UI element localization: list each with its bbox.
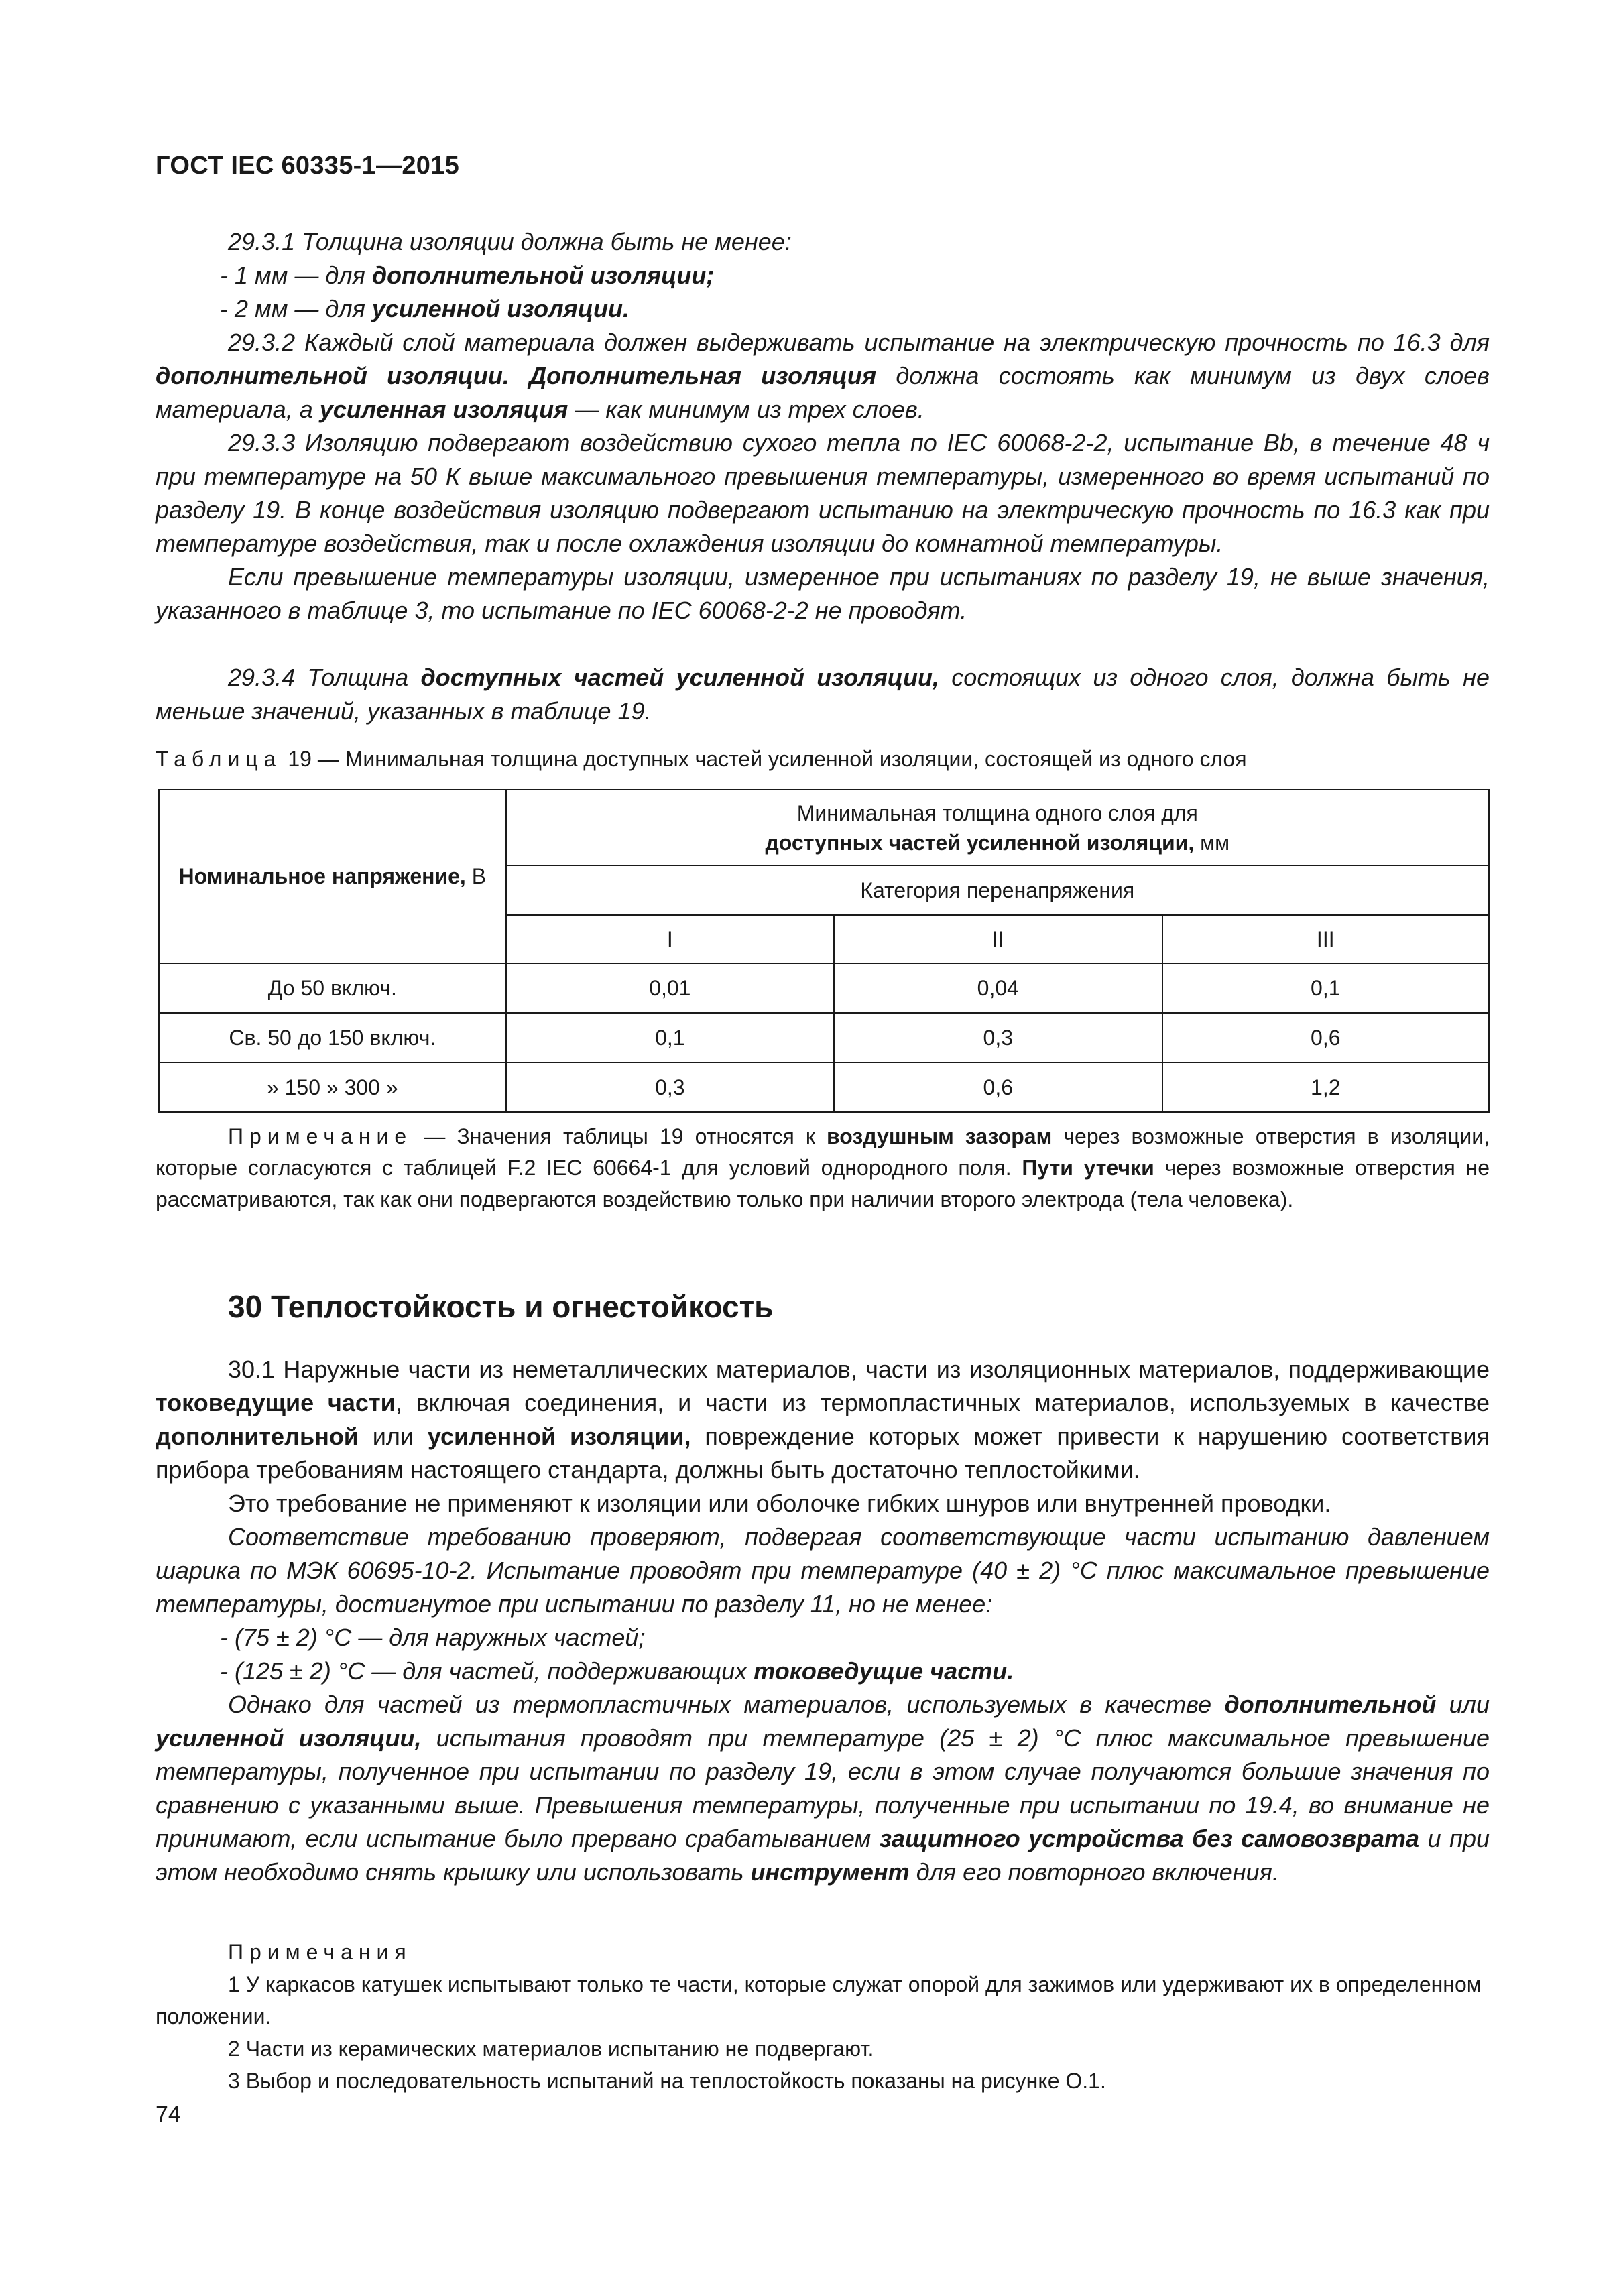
clause-29-3-3 [156, 426, 1490, 627]
note-item-1: 1 У каркасов катушек испытывают только те части, которые служат опорой для зажимов или удерживают их в определенном положении. [156, 1972, 1482, 2029]
clause-29-3-2 [156, 326, 1490, 426]
list-item-text: - 2 мм — для [220, 295, 372, 322]
table-row [159, 1013, 1489, 1063]
column-group-header-term: доступных частей усиленной изоляции, [765, 830, 1195, 855]
cell-value: 0,6 [1162, 1013, 1489, 1063]
cell-voltage: До 50 включ. [159, 963, 506, 1013]
cell-value: 0,1 [1162, 963, 1489, 1013]
text-span: 29.3.2 Каждый слой материала должен выдерживать испытание на электрическую прочность по 16.3 для [228, 328, 1490, 356]
text-span: — как минимум из трех слоев. [568, 396, 924, 423]
table-row [159, 963, 1489, 1013]
text-span: или [358, 1423, 428, 1450]
list-item-125 [156, 1654, 1490, 1688]
clause-30-1-text [156, 1353, 1490, 1487]
table-caption-text: 19 — Минимальная толщина доступных частей усиленной изоляции, состоящей из одного слоя [282, 747, 1247, 771]
term-accessible-parts: доступных частей усиленной изоляции, [420, 664, 940, 691]
cell-value: 0,3 [834, 1013, 1162, 1063]
notes-label-text: Примечания [228, 1940, 412, 1964]
table-note [156, 1121, 1490, 1215]
note-item-2: 2 Части из керамических материалов испытанию не подвергают. [228, 2037, 874, 2061]
column-header-voltage [159, 790, 506, 963]
clause-30-1-exclusion: Это требование не применяют к изоляции или оболочке гибких шнуров или внутренней проводки. [228, 1490, 1331, 1517]
table-caption-label: Таблица [156, 747, 282, 771]
clause-30-1-thermoplastic [156, 1688, 1490, 1889]
clause-30-1-compliance: Соответствие требованию проверяют, подвергая соответствующие части испытанию давлением шарика по МЭК 60695-10-2. Испытание проводят при температуре (40 ± 2) °С плюс максимальное превышение температуры, достигнутое при испытании по разделу 11, но не менее: [156, 1523, 1490, 1618]
column-header-cat-2: II [834, 915, 1162, 963]
term-supplementary: дополнительной [156, 1423, 359, 1450]
term-live-parts: токоведущие части [156, 1389, 396, 1416]
text-span: испытания проводят при температуре (25 ± 2) °С плюс максимальное превышение температуры, полученное при испытании по разделу 19, если в этом случае получаются большие значения по сравнению с указанными выше. Превышения температуры, полученные при испытании по 19.4, во внимание не принимают, если испытание было прервано срабатыванием [156, 1724, 1490, 1852]
cell-value: 0,6 [834, 1063, 1162, 1112]
text-span: и при этом необходимо снять крышку или использовать [156, 1825, 1490, 1886]
column-header-voltage-label: Номинальное напряжение, [178, 864, 466, 888]
page-number: 74 [156, 2102, 181, 2127]
column-group-header-line1: Минимальная толщина одного слоя для [796, 800, 1198, 825]
cell-value: 0,3 [506, 1063, 834, 1112]
column-header-category: Категория перенапряжения [506, 865, 1489, 915]
text-span: Однако для частей из термопластичных материалов, используемых в качестве [228, 1691, 1225, 1718]
cell-value: 0,01 [506, 963, 834, 1013]
table-header-row [159, 790, 1489, 865]
list-item-2mm [156, 292, 1490, 326]
list-item-1mm [156, 259, 1490, 292]
cell-voltage: Св. 50 до 150 включ. [159, 1013, 506, 1063]
notes-label [156, 1936, 1490, 1968]
term-clearances: воздушным зазорам [827, 1124, 1053, 1148]
text-span: 30.1 Наружные части из неметаллических материалов, части из изоляционных материалов, поддерживающие [228, 1355, 1490, 1383]
text-span: или [1436, 1691, 1490, 1718]
text-span: 29.3.4 Толщина [228, 664, 421, 691]
term-creepage: Пути утечки [1022, 1156, 1154, 1180]
note-item-3: 3 Выбор и последовательность испытаний на теплостойкость показаны на рисунке О.1. [228, 2069, 1106, 2093]
term-reinforced-insulation: усиленной изоляции, [427, 1423, 691, 1450]
text-span: - (125 ± 2) °С — для частей, поддерживающих [220, 1657, 754, 1685]
text-span: через возможные отверстия в изоляции, которые согласуются с таблицей F.2 IEC 60664-1 для условий однородного поля. [156, 1124, 1490, 1180]
term-reinforced-insulation: усиленной изоляции, [156, 1724, 422, 1752]
text-span: через возможные отверстия не рассматриваются, так как они подвергаются воздействию только при наличии второго электрода (тела человека). [156, 1156, 1490, 1211]
clause-29-3-4 [156, 661, 1490, 728]
clause-29-3-2-text [156, 326, 1490, 426]
term-supplementary-insulation: дополнительной изоляции. Дополнительная изоляция [156, 362, 877, 389]
term-tool: инструмент [750, 1858, 910, 1886]
list-item-text: - 1 мм — для [220, 261, 372, 289]
clause-30-1 [156, 1353, 1490, 1889]
clause-29-3-1-intro: 29.3.1 Толщина изоляции должна быть не менее: [228, 228, 792, 255]
term-reinforced-insulation: усиленная изоляция [319, 396, 568, 423]
cell-value: 0,04 [834, 963, 1162, 1013]
clause-29-3-1 [156, 225, 1490, 326]
cell-value: 1,2 [1162, 1063, 1489, 1112]
column-group-header-unit: мм [1194, 830, 1230, 855]
document-header: ГОСТ IEC 60335-1—2015 [156, 152, 460, 180]
table-19 [158, 789, 1490, 1113]
column-group-header-thickness [506, 790, 1489, 865]
list-item-75: - (75 ± 2) °С — для наружных частей; [220, 1624, 646, 1651]
clause-29-3-3-text: 29.3.3 Изоляцию подвергают воздействию сухого тепла по IEC 60068-2-2, испытание Bb, в течение 48 ч при температуре на 50 К выше максимального превышения температуры, измеренного во время испытаний по разделу 19. В конце воздействия изоляцию подвергают испытанию на электрическую прочность по 16.3 как при температуре воздействия, так и после охлаждения изоляции до комнатной температуры. [156, 429, 1490, 557]
term-reinforced-insulation: усиленной изоляции. [371, 295, 629, 322]
cell-value: 0,1 [506, 1013, 834, 1063]
clause-29-3-3-condition: Если превышение температуры изоляции, измеренное при испытаниях по разделу 19, не выше значения, указанного в таблице 3, то испытание по IEC 60068-2-2 не проводят. [156, 563, 1490, 624]
column-header-cat-1: I [506, 915, 834, 963]
notes-block [156, 1936, 1490, 2097]
term-supplementary-insulation: дополнительной изоляции; [371, 261, 715, 289]
text-span: — Значения таблицы 19 относятся к [412, 1124, 827, 1148]
clause-29-3-4-text [156, 661, 1490, 728]
text-span: должна состоять как минимум из двух слоев материала, а [156, 362, 1490, 423]
term-supplementary: дополнительной [1224, 1691, 1437, 1718]
term-protective-device: защитного устройства без самовозврата [879, 1825, 1420, 1852]
term-live-parts: токоведущие части. [754, 1657, 1014, 1685]
section-heading: 30 Теплостойкость и огнестойкость [228, 1289, 774, 1324]
text-span: для его повторного включения. [909, 1858, 1279, 1886]
column-header-voltage-unit: В [465, 864, 487, 888]
table-note-label: Примечание [228, 1124, 413, 1148]
table-caption [156, 744, 1490, 774]
text-span: повреждение которых может привести к нарушению соответствия прибора требованиям настоящего стандарта, должны быть достаточно теплостойкими. [156, 1423, 1490, 1484]
cell-voltage: » 150 » 300 » [159, 1063, 506, 1112]
text-span: состоящих из одного слоя, должна быть не меньше значений, указанных в таблице 19. [156, 664, 1490, 725]
table-row [159, 1063, 1489, 1112]
column-header-cat-3: III [1162, 915, 1489, 963]
text-span: , включая соединения, и части из термопластичных материалов, используемых в качестве [395, 1389, 1490, 1416]
